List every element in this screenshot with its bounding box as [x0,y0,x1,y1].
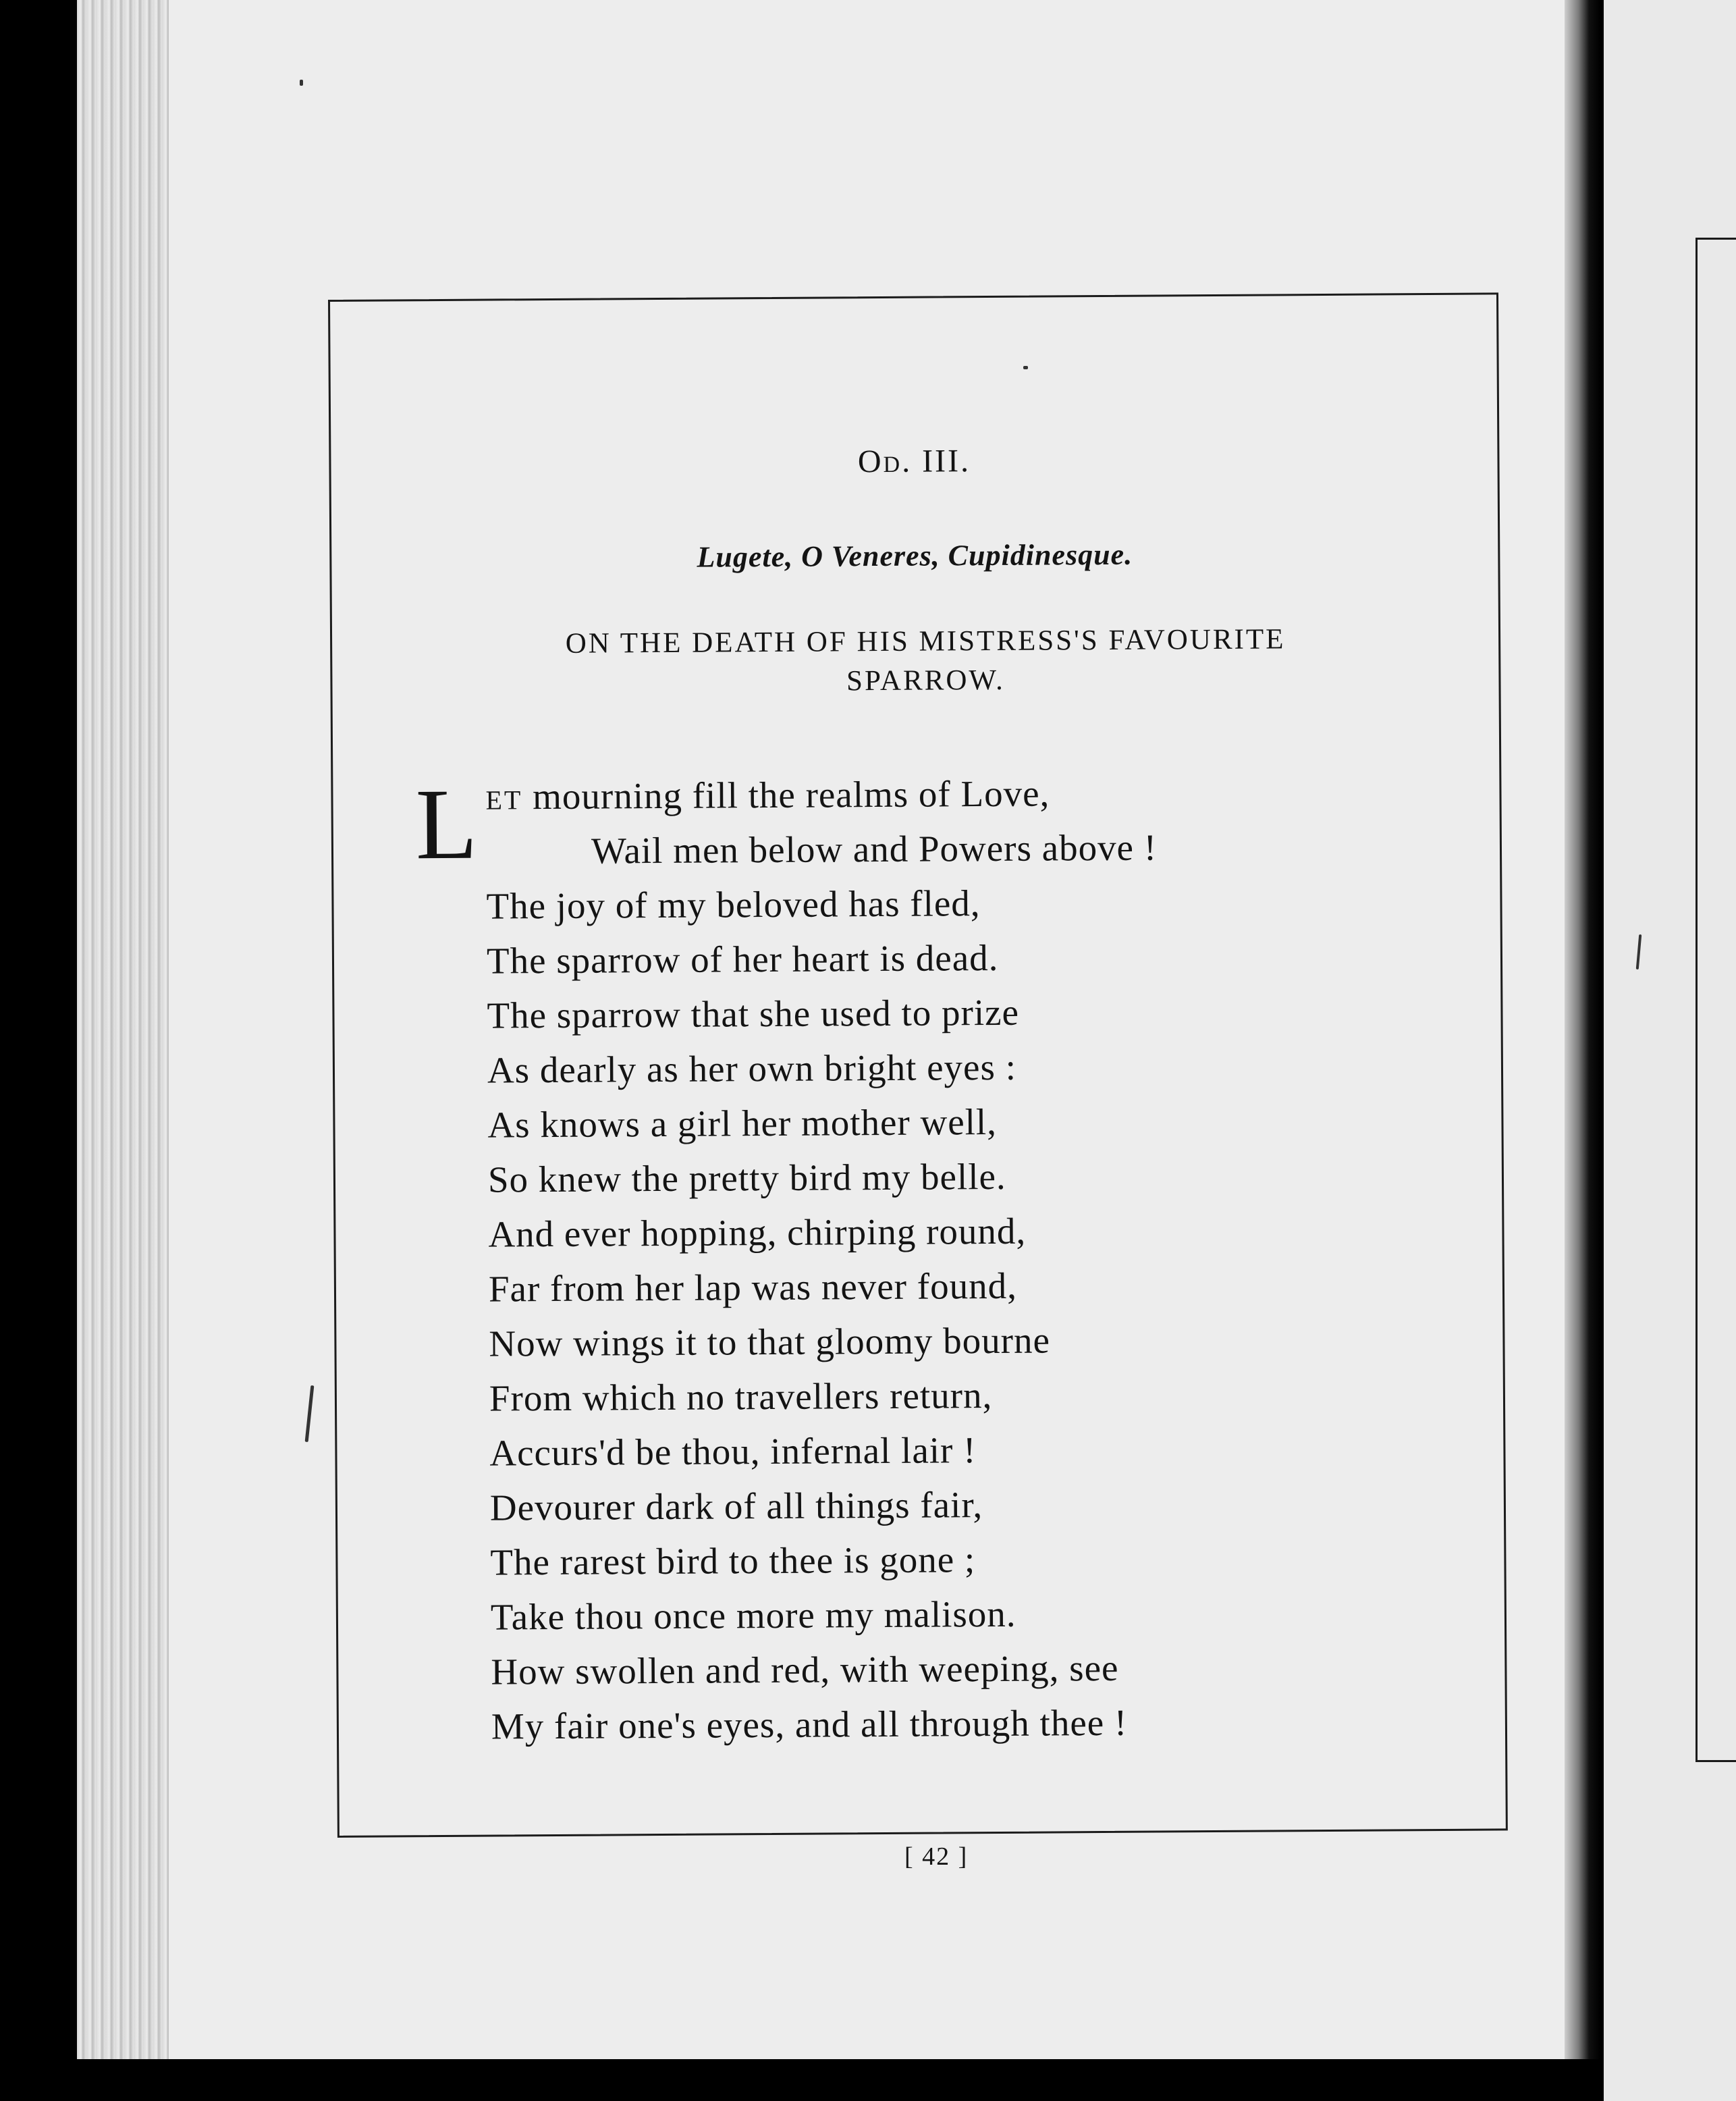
poem-heading [366,619,1486,704]
poem-line: Wail men below and Powers above ! [591,826,1158,872]
poem-line: Devourer dark of all things fair, [489,1484,983,1528]
book-gutter [1565,0,1600,2101]
poem-line: As dearly as her own bright eyes : [487,1046,1017,1091]
poem-line: Accurs'd be thou, infernal lair ! [489,1429,977,1474]
poem-heading-line: ON THE DEATH OF HIS MISTRESS'S FAVOURITE [565,623,1286,660]
poem-line: The joy of my beloved has fled, [486,882,981,927]
page-number: [ 42 ] [904,1842,969,1871]
poem-line: My fair one's eyes, and all through thee ! [491,1701,1128,1747]
bottom-shadow [77,2059,1602,2101]
ink-speck [300,80,303,86]
poem-line: The sparrow that she used to prize [487,991,1020,1036]
poem-line: As knows a girl her mother well, [487,1100,998,1146]
poem-line: Take thou once more my malison. [490,1593,1016,1638]
poem-line [485,764,1457,824]
right-page-frame [1696,238,1736,1762]
poem-line: The sparrow of her heart is dead. [486,936,999,982]
ode-title: Od. III. [857,443,971,480]
poem-line: So knew the pretty bird my belle. [487,1155,1006,1200]
drop-cap: L [415,768,478,881]
poem-line: And ever hopping, chirping round, [488,1210,1027,1255]
poem-line: The rarest bird to thee is gone ; [490,1539,976,1583]
page-edges [77,0,171,2073]
text-frame [328,292,1508,1838]
poem-line: Now wings it to that gloomy bourne [489,1319,1051,1364]
poem-heading-line: SPARROW. [846,664,1005,697]
poem-line: How swollen and red, with weeping, see [491,1647,1119,1693]
poem-body [415,764,1463,1754]
poem-line-smallcaps: ET [485,784,523,816]
poem-line: From which no travellers return, [489,1375,993,1419]
poem-line-text: mourning fill the realms of Love, [522,772,1050,818]
latin-epigraph: Lugete, O Veneres, Cupidinesque. [697,537,1133,574]
poem-line: Far from her lap was never found, [488,1265,1018,1310]
